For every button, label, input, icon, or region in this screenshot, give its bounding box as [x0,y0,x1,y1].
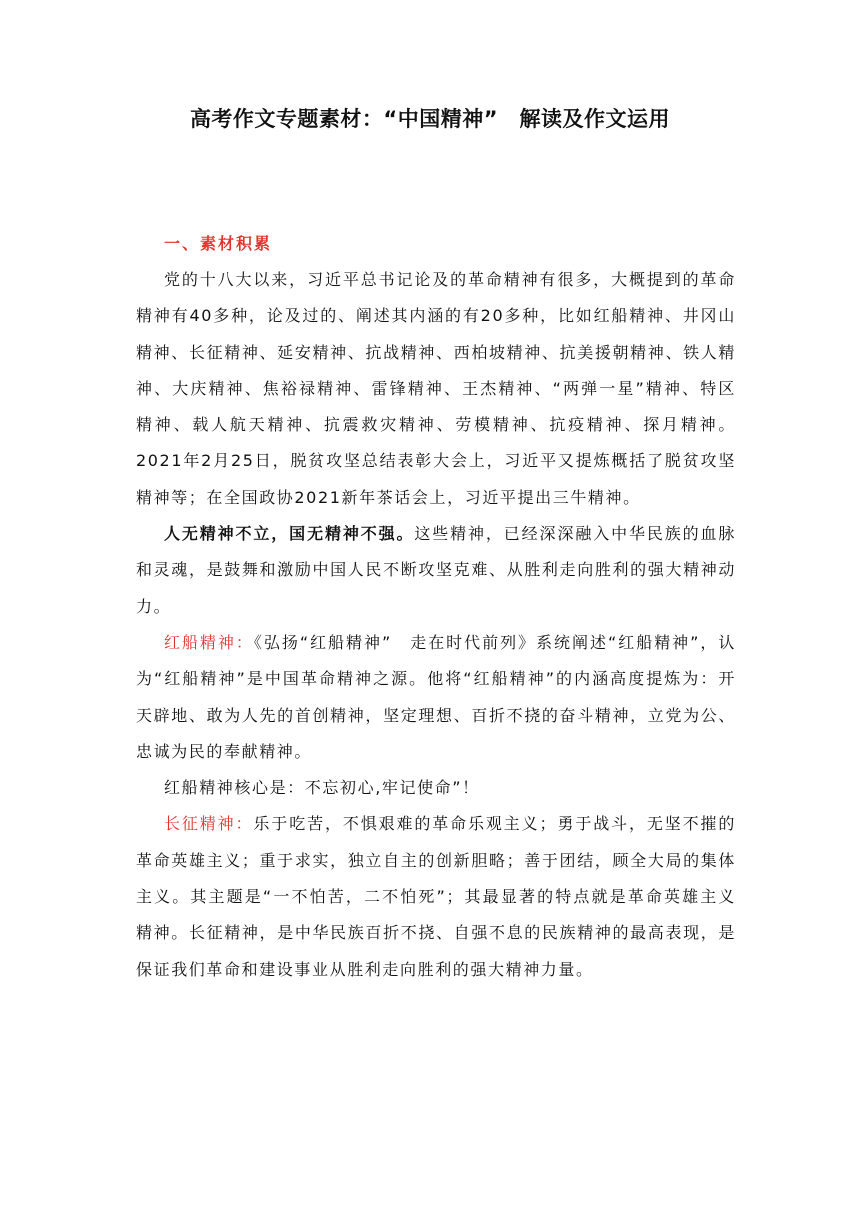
section-heading: 一、素材积累 [164,234,273,253]
hongchuan-label: 红船精神： [164,632,254,652]
hongchuan-text: 《弘扬“红船精神” 走在时代前列》系统阐述“红船精神”，认为“红船精神”是中国革命精神之源。他将“红船精神”的内涵高度提炼为：开天辟地、敢为人先的首创精神，坚定理想、百折不挠的奋斗精神，立党为公、忠诚为民的奉献精神。 [136,632,736,761]
changzheng-label: 长征精神： [164,814,254,834]
paragraph-intro: 党的十八大以来，习近平总书记论及的革命精神有很多，大概提到的革命精神有40多种，论及过的、阐述其内涵的有20多种，比如红船精神、井冈山精神、长征精神、延安精神、抗战精神、西柏坡精神、抗美援朝精神、铁人精神、大庆精神、焦裕禄精神、雷锋精神、王杰精神、“两弹一星”精神、特区精神、载人航天精神、抗震救灾精神、劳模精神、抗疫精神、探月精神。2021年2月25日，脱贫攻坚总结表彰大会上，习近平又提炼概括了脱贫攻坚精神等；在全国政协2021新年茶话会上，习近平提出三牛精神。 [136,270,736,507]
paragraph-hongchuan [136,625,736,770]
paragraph-changzheng [136,806,736,987]
emphasis-sentence: 人无精神不立，国无精神不强。 [164,524,415,544]
paragraph-hongchuan-core: 红船精神核心是：不忘初心,牢记使命”！ [164,778,480,798]
emphasis-continuation: 这些精神，已经深深融入中华民族的血脉和灵魂，是鼓舞和激励中国人民不断攻坚克难、从胜利走向胜利的强大精神动力。 [136,524,736,616]
paragraph-emphasis [136,516,736,625]
document-title: 高考作文专题素材：“中国精神” 解读及作文运用 [189,107,671,131]
changzheng-text: 乐于吃苦，不惧艰难的革命乐观主义；勇于战斗，无坚不摧的革命英雄主义；重于求实，独立自主的创新胆略；善于团结，顾全大局的集体主义。其主题是“一不怕苦，二不怕死”；其最显著的特点就是革命英雄主义精神。长征精神，是中华民族百折不挠、自强不息的民族精神的最高表现，是保证我们革命和建设事业从胜利走向胜利的强大精神力量。 [136,814,736,979]
document-body [136,226,736,988]
